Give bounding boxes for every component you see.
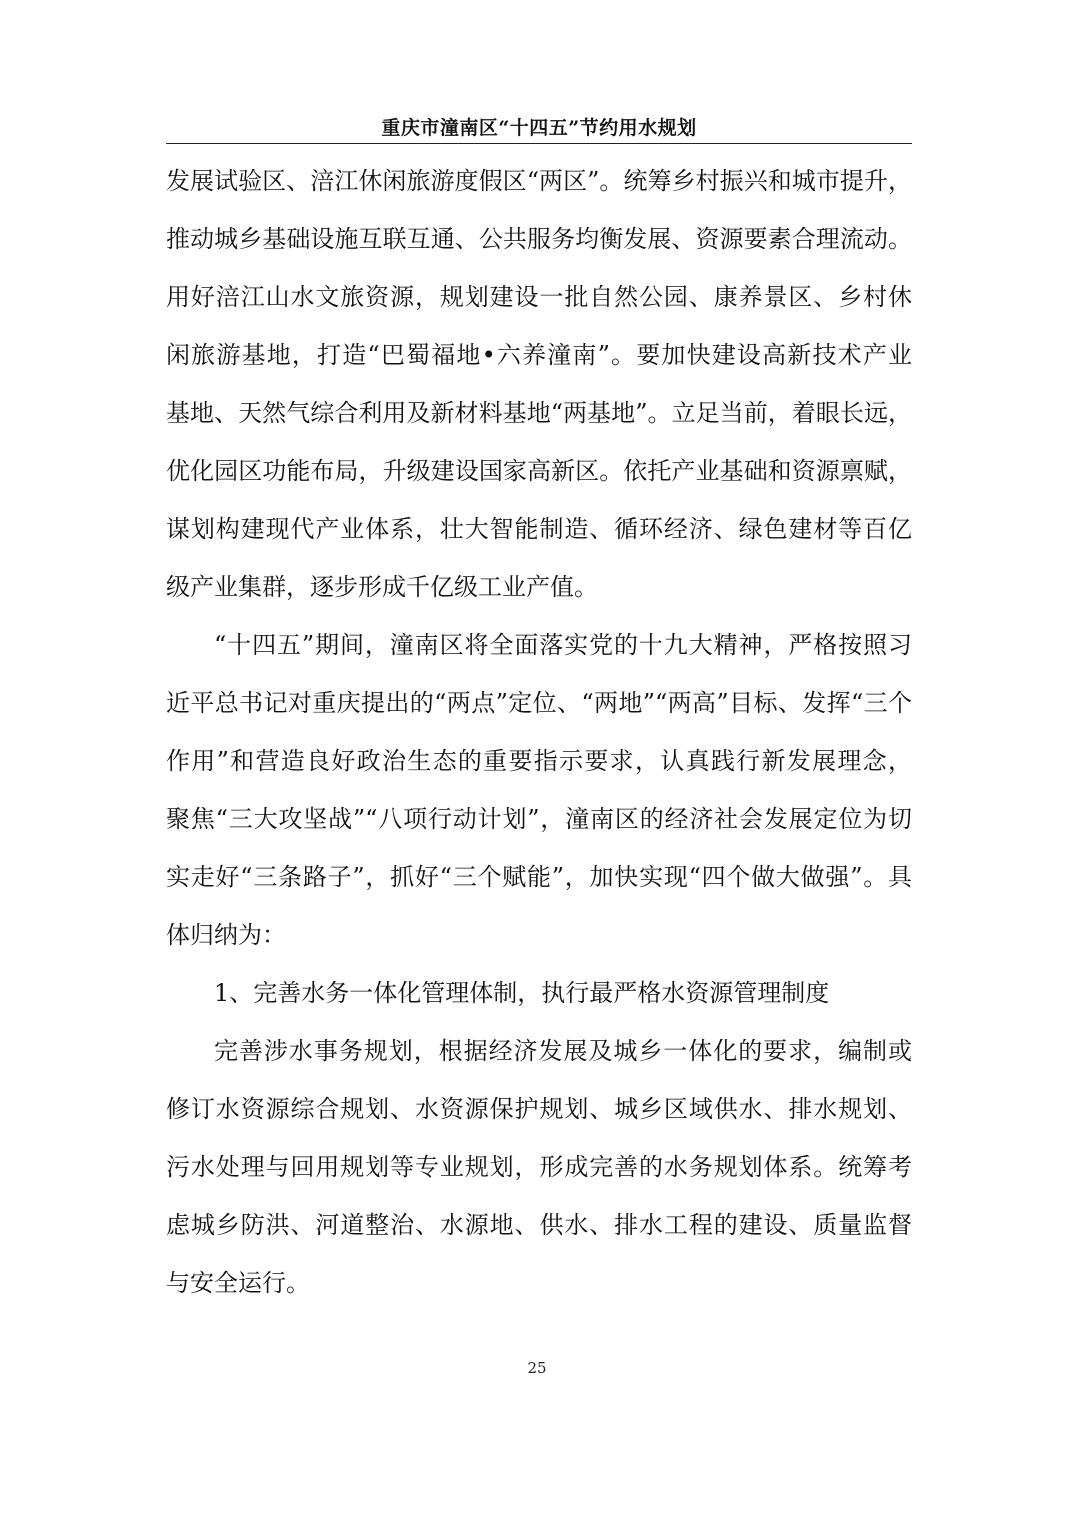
text-line: 与安全运行。: [166, 1269, 310, 1297]
text-line: 虑城乡防洪、河道整治、水源地、供水、排水工程的建设、质量监督: [166, 1211, 912, 1239]
text-line: 完善涉水事务规划，根据经济发展及城乡一体化的要求，编制或: [214, 1037, 912, 1065]
text-line: 基地、天然气综合利用及新材料基地“两基地”。立足当前，着眼长远，: [166, 399, 912, 427]
text-line: 修订水资源综合规划、水资源保护规划、城乡区域供水、排水规划、: [166, 1095, 912, 1123]
text-line: 发展试验区、涪江休闲旅游度假区“两区”。统筹乡村振兴和城市提升，: [166, 167, 912, 195]
text-line: 体归纳为：: [166, 921, 286, 949]
page-header-title: 重庆市潼南区“十四五”节约用水规划: [381, 117, 697, 139]
text-line: 级产业集群，逐步形成千亿级工业产值。: [166, 573, 598, 601]
text-line: 用好涪江山水文旅资源，规划建设一批自然公园、康养景区、乡村休: [166, 283, 912, 311]
text-line: 污水处理与回用规划等专业规划，形成完善的水务规划体系。统筹考: [166, 1153, 912, 1181]
text-line: 作用”和营造良好政治生态的重要指示要求，认真践行新发展理念，: [166, 747, 912, 775]
text-line: “十四五”期间，潼南区将全面落实党的十九大精神，严格按照习: [214, 631, 912, 659]
header-divider: [166, 143, 912, 144]
text-line: 优化园区功能布局，升级建设国家高新区。依托产业基础和资源禀赋，: [166, 457, 912, 485]
page-number: 25: [527, 1359, 547, 1377]
text-line: 近平总书记对重庆提出的“两点”定位、“两地”“两高”目标、发挥“三个: [166, 689, 912, 717]
document-body: [166, 152, 912, 1312]
text-line: 聚焦“三大攻坚战”“八项行动计划”，潼南区的经济社会发展定位为切: [166, 805, 912, 833]
text-line: 闲旅游基地，打造“巴蜀福地•六养潼南”。要加快建设高新技术产业: [166, 341, 912, 369]
text-line: 实走好“三条路子”，抓好“三个赋能”，加快实现“四个做大做强”。具: [166, 863, 912, 891]
text-line: 谋划构建现代产业体系，壮大智能制造、循环经济、绿色建材等百亿: [166, 515, 912, 543]
text-line: 推动城乡基础设施互联互通、公共服务均衡发展、资源要素合理流动。: [166, 225, 912, 253]
section-heading: 1、完善水务一体化管理体制，执行最严格水资源管理制度: [214, 979, 830, 1007]
